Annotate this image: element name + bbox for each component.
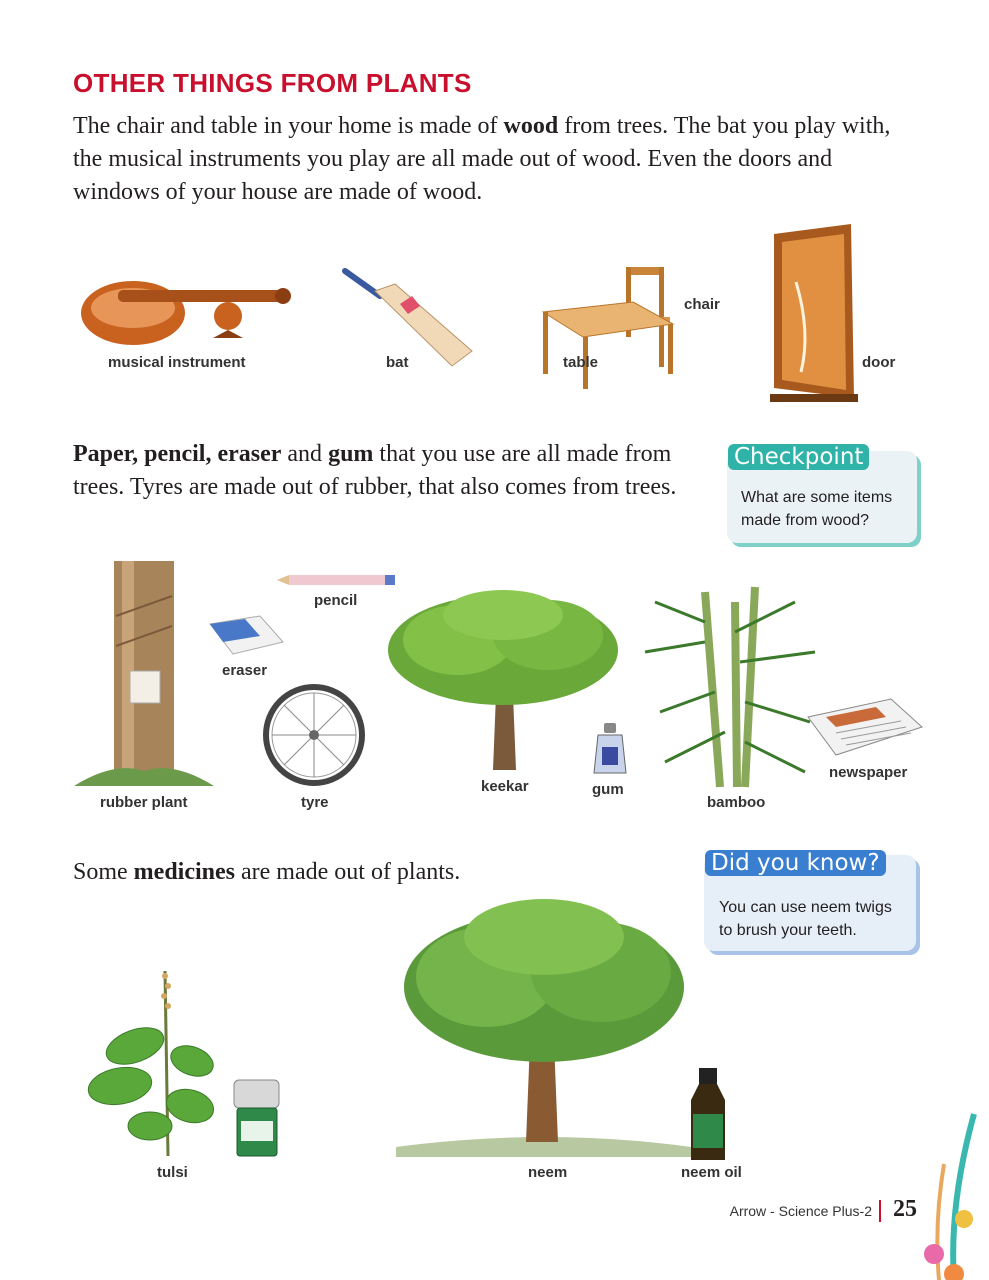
label-door: door xyxy=(862,354,896,371)
para2-text-2: that you use are all made from trees. Tyres are made out of rubber, that also comes from trees. xyxy=(73,441,677,500)
para1-bold-wood: wood xyxy=(503,113,559,139)
did-you-know-title: Did you know? xyxy=(705,850,886,876)
para3-bold-medicines: medicines xyxy=(133,859,235,885)
paragraph-paper xyxy=(73,438,688,504)
neem-tree-illustration xyxy=(396,892,691,1157)
page-heading: OTHER THINGS FROM PLANTS xyxy=(73,68,472,98)
tulsi-plant-illustration xyxy=(80,966,215,1158)
para2-bold-gum: gum xyxy=(328,441,374,467)
para3-text-2: are made out of plants. xyxy=(235,859,461,885)
label-newspaper: newspaper xyxy=(829,764,908,781)
table-chair-illustration xyxy=(538,262,688,392)
para3-text-1: Some xyxy=(73,859,134,885)
para2-bold-1: Paper, pencil, eraser xyxy=(73,441,282,467)
label-gum: gum xyxy=(592,781,624,798)
label-neem: neem xyxy=(528,1164,568,1181)
para1-text-1: The chair and table in your home is made of xyxy=(73,113,504,139)
door-illustration xyxy=(766,222,861,408)
eraser-illustration xyxy=(205,614,285,659)
bamboo-illustration xyxy=(645,582,825,792)
label-pencil: pencil xyxy=(314,592,358,609)
decorative-flowers-corner xyxy=(924,1104,989,1280)
para1-text-2: from trees. The bat you play with, the musical instruments you play are all made out of wood. Even the doors and windows of your house are made of wood. xyxy=(73,113,891,205)
paragraph-wood xyxy=(73,110,923,209)
label-neem-oil: neem oil xyxy=(681,1164,742,1181)
label-eraser: eraser xyxy=(222,662,268,679)
checkpoint-text: What are some items made from wood? xyxy=(741,489,893,529)
page-number: 25 xyxy=(893,1196,917,1222)
label-musical-instrument: musical instrument xyxy=(108,354,246,371)
gum-bottle-illustration xyxy=(592,723,628,775)
para2-text-1: and xyxy=(281,441,329,467)
label-tyre: tyre xyxy=(301,794,329,811)
paragraph-medicines xyxy=(73,856,673,889)
label-keekar: keekar xyxy=(481,778,529,795)
did-you-know-text: You can use neem twigs to brush your teeth. xyxy=(719,899,892,939)
footer-separator xyxy=(879,1200,881,1222)
balm-jar-illustration xyxy=(229,1075,284,1160)
newspaper-illustration xyxy=(806,697,924,759)
musical-instrument-illustration xyxy=(78,268,298,363)
tyre-illustration xyxy=(262,683,366,787)
checkpoint-title: Checkpoint xyxy=(728,444,869,470)
label-bat: bat xyxy=(386,354,409,371)
rubber-plant-illustration xyxy=(74,556,214,791)
label-tulsi: tulsi xyxy=(157,1164,188,1181)
neem-oil-bottle-illustration xyxy=(687,1066,729,1162)
label-table: table xyxy=(563,354,599,371)
footer-book-title: Arrow - Science Plus-2 xyxy=(729,1203,872,1219)
keekar-tree-illustration xyxy=(378,585,628,775)
label-rubber-plant: rubber plant xyxy=(100,794,188,811)
label-chair: chair xyxy=(684,296,720,313)
label-bamboo: bamboo xyxy=(707,794,766,811)
